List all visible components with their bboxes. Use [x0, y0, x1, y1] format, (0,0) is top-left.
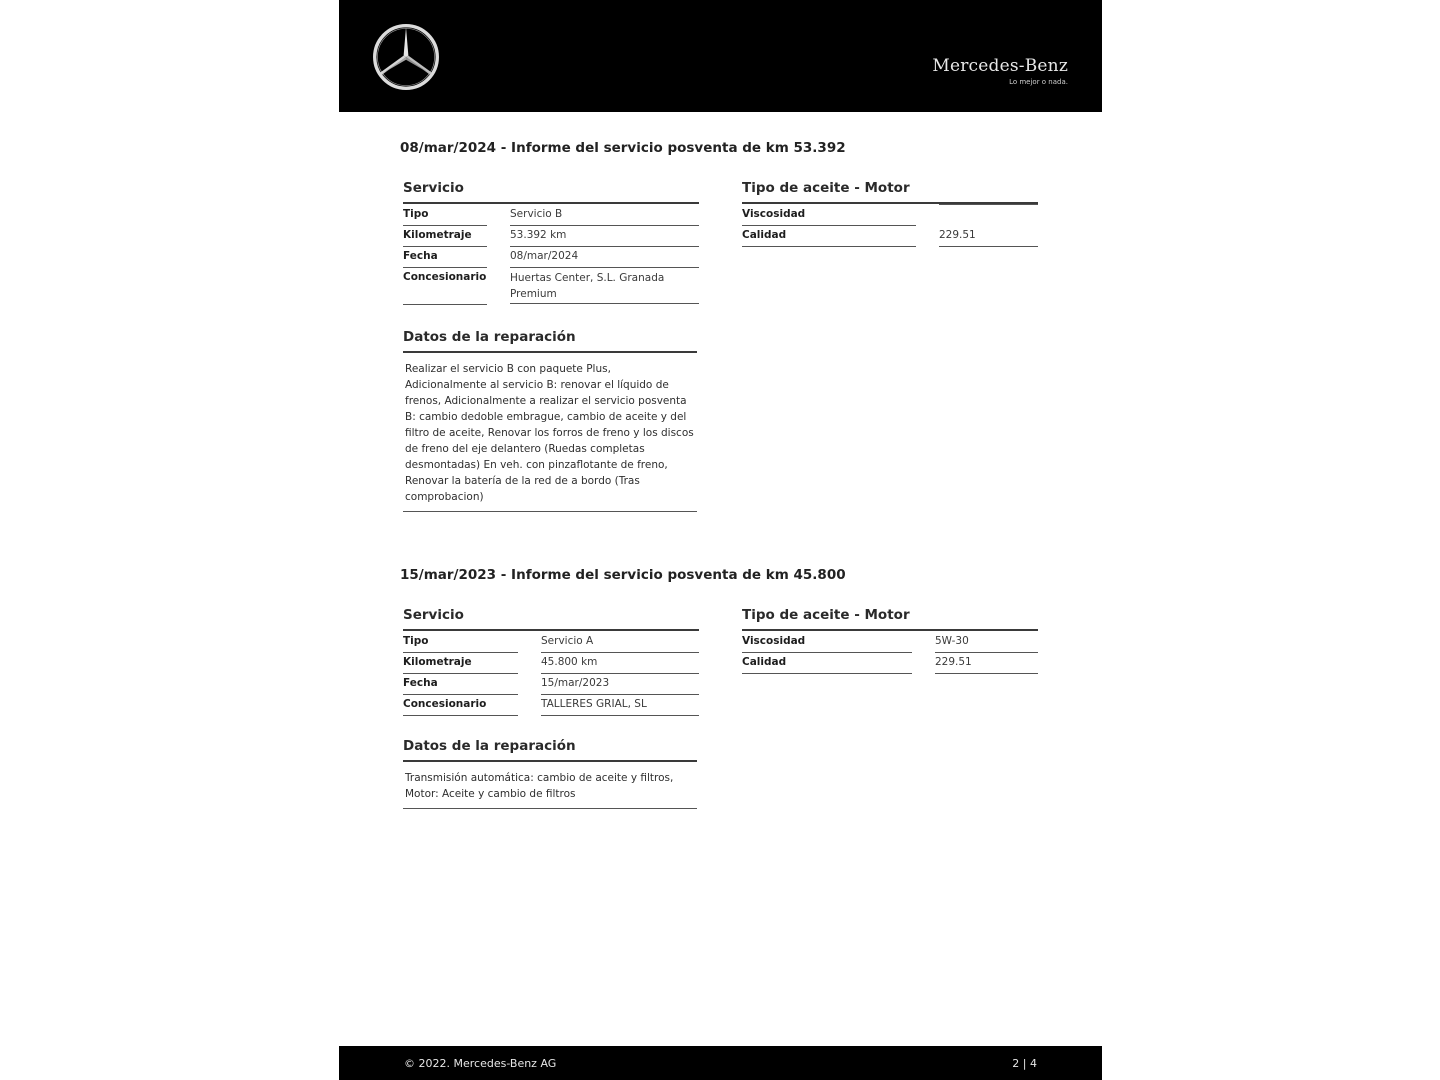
- oil-section: [742, 177, 1038, 246]
- oil-row-calidad: [742, 652, 1038, 673]
- row-label: Kilometraje: [403, 225, 487, 247]
- mercedes-star-icon: [372, 23, 440, 91]
- oil-row-viscosidad: [742, 204, 1038, 225]
- repair-section: [403, 735, 699, 809]
- row-label: Fecha: [403, 673, 518, 695]
- page-footer: [339, 1046, 1102, 1080]
- row-value: 15/mar/2023: [541, 673, 699, 695]
- copyright-text: © 2022. Mercedes-Benz AG: [404, 1057, 557, 1070]
- row-label: Kilometraje: [403, 652, 518, 674]
- service-row-tipo: [403, 631, 699, 652]
- repair-text: Transmisión automática: cambio de aceite y filtros, Motor: Aceite y cambio de filtros: [403, 760, 697, 809]
- row-label: Viscosidad: [742, 631, 912, 653]
- brand-name: Mercedes-Benz: [932, 56, 1068, 76]
- brand-tagline: Lo mejor o nada.: [1009, 78, 1068, 86]
- row-label: Calidad: [742, 225, 916, 247]
- oil-heading: Tipo de aceite - Motor: [742, 180, 910, 196]
- service-row-concesionario: [403, 267, 699, 304]
- row-value: 53.392 km: [510, 225, 699, 247]
- row-value: [939, 204, 1038, 205]
- row-label: Tipo: [403, 631, 518, 653]
- oil-section: [742, 604, 1038, 673]
- page-header: [339, 0, 1102, 112]
- row-value: Huertas Center, S.L. Granada Premium: [510, 267, 699, 304]
- row-label: Viscosidad: [742, 204, 916, 226]
- document-page: [339, 0, 1102, 1080]
- row-value: 229.51: [935, 652, 1038, 674]
- repair-heading: Datos de la reparación: [403, 329, 576, 345]
- row-label: Tipo: [403, 204, 487, 226]
- row-value: Servicio B: [510, 204, 699, 226]
- repair-heading: Datos de la reparación: [403, 738, 576, 754]
- report-title: 15/mar/2023 - Informe del servicio posventa de km 45.800: [400, 567, 846, 583]
- row-value: Servicio A: [541, 631, 699, 653]
- report-title: 08/mar/2024 - Informe del servicio posventa de km 53.392: [400, 140, 846, 156]
- page-number: 2 | 4: [1012, 1057, 1037, 1070]
- service-row-fecha: [403, 246, 699, 267]
- row-label: Calidad: [742, 652, 912, 674]
- oil-row-viscosidad: [742, 631, 1038, 652]
- brand-block: [932, 55, 1068, 87]
- service-row-tipo: [403, 204, 699, 225]
- service-section: [403, 604, 699, 809]
- row-value: 45.800 km: [541, 652, 699, 674]
- service-section: [403, 177, 699, 512]
- service-row-kilometraje: [403, 225, 699, 246]
- repair-section: [403, 326, 699, 512]
- service-heading: Servicio: [403, 607, 464, 623]
- service-row-concesionario: [403, 694, 699, 715]
- row-label: Fecha: [403, 246, 487, 268]
- row-label: Concesionario: [403, 694, 518, 716]
- row-value: 229.51: [939, 225, 1038, 247]
- repair-text: Realizar el servicio B con paquete Plus, Adicionalmente al servicio B: renovar el líquido de frenos, Adicionalmente a realizar el servicio posventa B: cambio dedoble embrague, cambio de aceite y del filtro de aceite, Renovar los forros de freno y los discos de freno del eje delantero (Ruedas completas desmontadas) En veh. con pinzaflotante de freno, Renovar la batería de la red de a bordo (Tras comprobacion): [403, 351, 697, 512]
- row-value: 5W-30: [935, 631, 1038, 653]
- row-value: TALLERES GRIAL, SL: [541, 694, 699, 716]
- row-label: Concesionario: [403, 267, 487, 305]
- oil-row-calidad: [742, 225, 1038, 246]
- row-value: 08/mar/2024: [510, 246, 699, 268]
- service-row-fecha: [403, 673, 699, 694]
- oil-heading: Tipo de aceite - Motor: [742, 607, 910, 623]
- service-heading: Servicio: [403, 180, 464, 196]
- service-row-kilometraje: [403, 652, 699, 673]
